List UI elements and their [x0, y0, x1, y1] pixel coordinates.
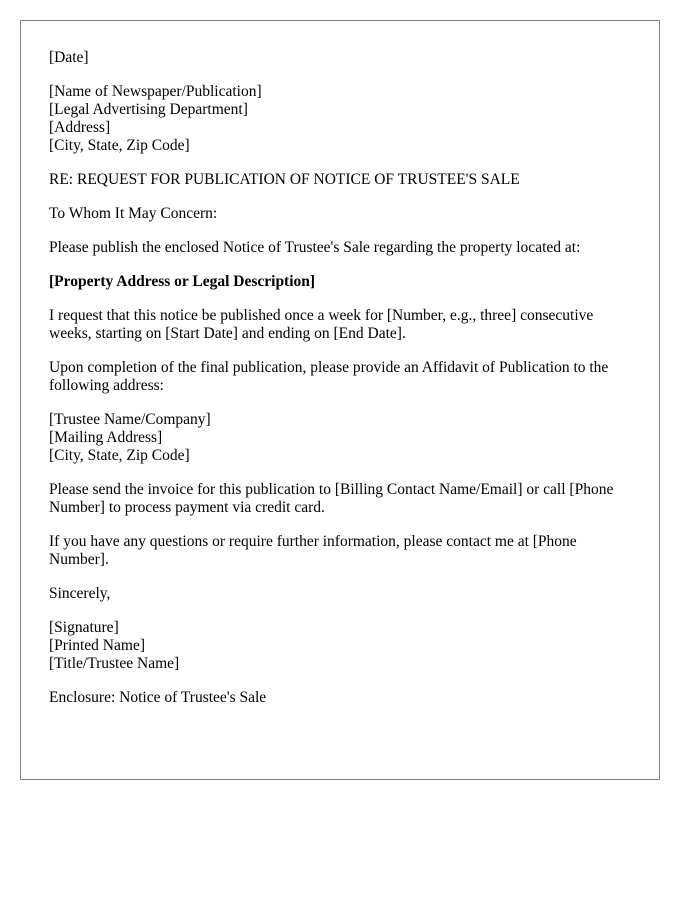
recipient-department: [Legal Advertising Department] [49, 101, 248, 118]
trustee-address-block [49, 411, 631, 465]
closing [49, 585, 631, 603]
recipient-address: [Address] [49, 119, 111, 136]
schedule-line-2: weeks, starting on [Start Date] and ending on [End Date]. [49, 325, 406, 342]
affidavit-line-1: Upon completion of the final publication, please provide an Affidavit of Publication to the [49, 359, 609, 376]
questions-paragraph [49, 533, 631, 569]
enclosure-note [49, 689, 631, 707]
recipient-city-state-zip: [City, State, Zip Code] [49, 137, 190, 154]
invoice-line-1: Please send the invoice for this publication to [Billing Contact Name/Email] or call [Phone [49, 481, 614, 498]
property-text: [Property Address or Legal Description] [49, 273, 316, 290]
closing-text: Sincerely, [49, 585, 111, 602]
invoice-paragraph [49, 481, 631, 517]
subject-line [49, 171, 631, 189]
affidavit-paragraph [49, 359, 631, 395]
signature-block [49, 619, 631, 673]
subject-text: RE: REQUEST FOR PUBLICATION OF NOTICE OF TRUSTEE'S SALE [49, 171, 520, 188]
recipient-address-block [49, 83, 631, 155]
intro-text: Please publish the enclosed Notice of Trustee's Sale regarding the property located at: [49, 239, 581, 256]
recipient-name: [Name of Newspaper/Publication] [49, 83, 262, 100]
date-line [49, 49, 631, 67]
letter-page [20, 20, 660, 780]
trustee-name: [Trustee Name/Company] [49, 411, 211, 428]
printed-name: [Printed Name] [49, 637, 145, 654]
enclosure-text: Enclosure: Notice of Trustee's Sale [49, 689, 267, 706]
schedule-line-1: I request that this notice be published once a week for [Number, e.g., three] consecutive [49, 307, 594, 324]
intro-paragraph [49, 239, 631, 257]
property-description [49, 273, 631, 291]
invoice-line-2: Number] to process payment via credit card. [49, 499, 325, 516]
schedule-paragraph [49, 307, 631, 343]
trustee-city-state-zip: [City, State, Zip Code] [49, 447, 190, 464]
salutation [49, 205, 631, 223]
trustee-mailing-address: [Mailing Address] [49, 429, 163, 446]
signer-title: [Title/Trustee Name] [49, 655, 180, 672]
signature-placeholder: [Signature] [49, 619, 119, 636]
date-text: [Date] [49, 49, 89, 66]
questions-line-1: If you have any questions or require further information, please contact me at [Phone [49, 533, 577, 550]
questions-line-2: Number]. [49, 551, 109, 568]
affidavit-line-2: following address: [49, 377, 164, 394]
salutation-text: To Whom It May Concern: [49, 205, 218, 222]
